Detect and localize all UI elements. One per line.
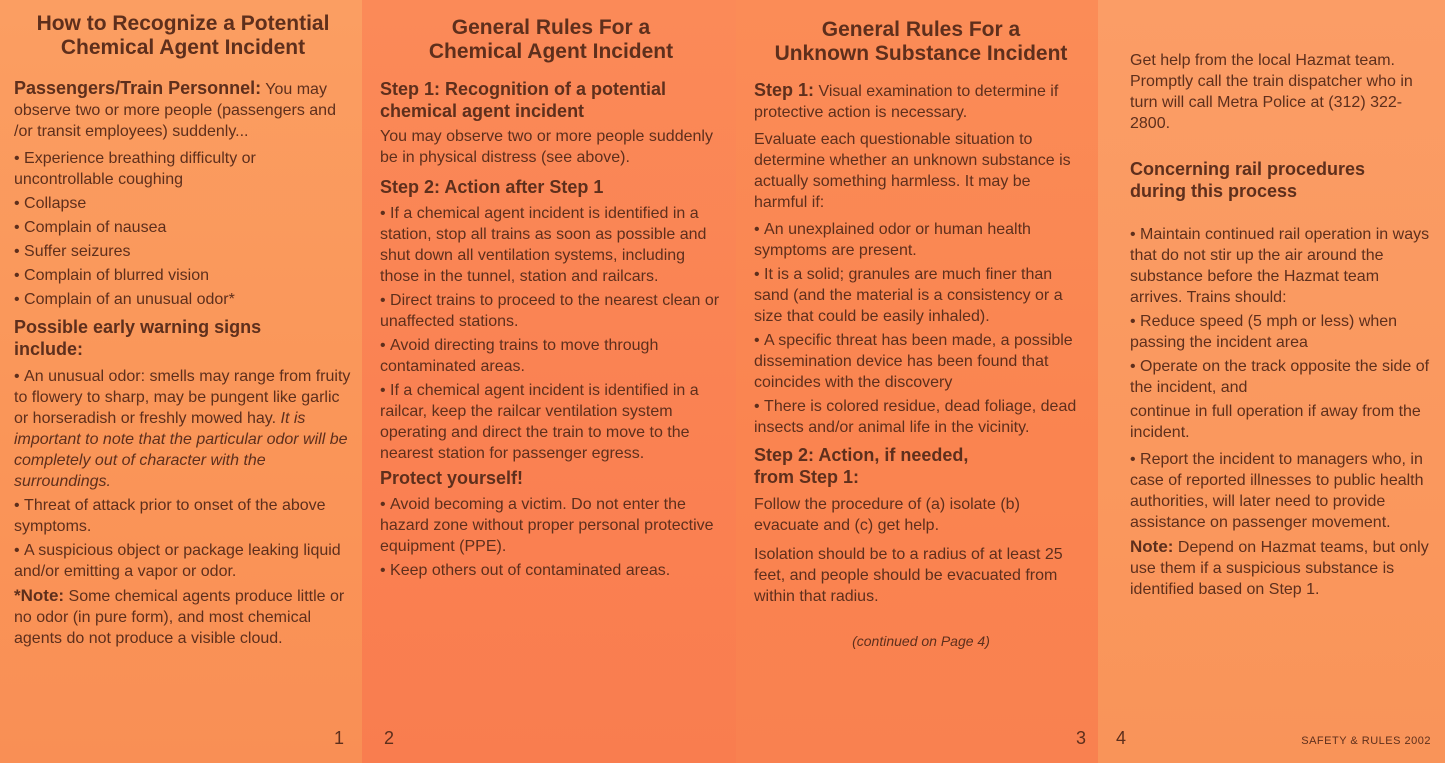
list-item: • A specific threat has been made, a possible dissemination device has been found that coincides with the discovery xyxy=(754,330,1088,393)
panel-3-title-line-1: General Rules For a xyxy=(821,18,1021,41)
list-item: • If a chemical agent incident is identified in a station, stop all trains as soon as possible and shut down all ventilation systems, including those in the tunnel, station and railcars. xyxy=(380,203,722,287)
step-1-heading xyxy=(380,78,722,122)
note-label: Note: xyxy=(1130,537,1174,556)
footer-label: SAFETY & RULES 2002 xyxy=(1301,735,1431,747)
step-2-heading: Step 2: Action after Step 1 xyxy=(380,177,604,197)
panel-3-title xyxy=(754,18,1088,66)
panel-1 xyxy=(0,0,362,763)
report-list xyxy=(1130,449,1435,533)
step-2-heading-line-2: from Step 1: xyxy=(754,467,860,487)
list-item: • Avoid becoming a victim. Do not enter the hazard zone without proper personal protective equipment (PPE). xyxy=(380,494,722,557)
chemical-note xyxy=(14,585,352,649)
list-item: • Collapse xyxy=(14,193,352,214)
list-item: • Complain of nausea xyxy=(14,217,352,238)
list-item: • Suffer seizures xyxy=(14,241,352,262)
procedure-text: Follow the procedure of (a) isolate (b) evacuate and (c) get help. xyxy=(754,496,1020,534)
passengers-label: Passengers/Train Personnel: xyxy=(14,78,262,98)
harmful-list xyxy=(754,219,1088,438)
step-2-heading-line-1: Step 2: Action, if needed, xyxy=(754,445,969,465)
list-item: • Keep others out of contaminated areas. xyxy=(380,560,722,581)
odor-italic-text: It is important to note that the particular odor will be completely out of character with the surroundings. xyxy=(14,410,348,490)
list-item: • Operate on the track opposite the side of the incident, and xyxy=(1130,356,1435,398)
symptom-list xyxy=(14,148,352,310)
step-1-heading-line-1: Step 1: Recognition of a potential xyxy=(380,79,667,99)
evaluate-text: Evaluate each questionable situation to determine whether an unknown substance is actually something harmless. It may be harmful if: xyxy=(754,131,1071,211)
panel-1-title-line-2: Chemical Agent Incident xyxy=(60,36,306,59)
hazmat-note xyxy=(1130,536,1435,600)
warning-signs-heading xyxy=(14,316,352,360)
step-1-paragraph xyxy=(754,80,1088,123)
page-number: 3 xyxy=(1075,728,1086,748)
list-item: • Avoid directing trains to move through contaminated areas. xyxy=(380,335,722,377)
continue-operation-text: continue in full operation if away from the incident. xyxy=(1130,403,1421,441)
step-2-list xyxy=(380,203,722,464)
rail-procedures-heading-line-1: Concerning rail procedures xyxy=(1130,159,1366,179)
note-label: *Note: xyxy=(14,586,65,605)
panel-1-title-line-1: How to Recognize a Potential xyxy=(36,12,330,35)
protect-list xyxy=(380,494,722,581)
warning-list xyxy=(14,366,352,582)
list-item: • Complain of blurred vision xyxy=(14,265,352,286)
hazmat-help-text: Get help from the local Hazmat team. Promptly call the train dispatcher who in turn will call Metra Police at (312) 322-2800. xyxy=(1130,52,1413,132)
list-item: • Threat of attack prior to onset of the above symptoms. xyxy=(14,495,352,537)
note-text: Depend on Hazmat teams, but only use them if a suspicious substance is identified based on Step 1. xyxy=(1130,539,1429,598)
list-item: • Report the incident to managers who, in case of reported illnesses to public health authorities, will later need to provide assistance on passenger movement. xyxy=(1130,449,1435,533)
list-item: • There is colored residue, dead foliage, dead insects and/or animal life in the vicinity. xyxy=(754,396,1088,438)
page-number: 1 xyxy=(333,728,344,748)
panel-2-title-line-2: Chemical Agent Incident xyxy=(428,40,674,63)
list-item: • Direct trains to proceed to the nearest clean or unaffected stations. xyxy=(380,290,722,332)
rail-list xyxy=(1130,224,1435,398)
odor-text: An unusual odor: smells may range from fruity to flowery to sharp, may be pungent like garlic or horseradish or freshly mowed hay. xyxy=(14,368,351,427)
list-item: • Complain of an unusual odor* xyxy=(14,289,352,310)
list-item: • Reduce speed (5 mph or less) when passing the incident area xyxy=(1130,311,1435,353)
list-item xyxy=(14,366,352,492)
panel-2 xyxy=(362,0,736,763)
isolation-text: Isolation should be to a radius of at least 25 feet, and people should be evacuated from within that radius. xyxy=(754,546,1063,605)
note-text: Some chemical agents produce little or no odor (in pure form), and most chemical agents do not produce a visible cloud. xyxy=(14,588,345,647)
list-item: • Maintain continued rail operation in ways that do not stir up the air around the substance before the Hazmat team arrives. Trains should: xyxy=(1130,224,1435,308)
rail-procedures-heading-line-2: during this process xyxy=(1130,181,1298,201)
page-number: 2 xyxy=(384,728,395,748)
page-number: 4 xyxy=(1116,728,1127,748)
step-1-label: Step 1: xyxy=(754,80,815,100)
step-2-heading xyxy=(754,444,1088,488)
warning-signs-heading-line-2: include: xyxy=(14,339,84,359)
list-item: • An unexplained odor or human health symptoms are present. xyxy=(754,219,1088,261)
panel-3 xyxy=(736,0,1098,763)
step-1-text: Visual examination to determine if protective action is necessary. xyxy=(754,83,1059,121)
rail-procedures-heading xyxy=(1130,158,1435,202)
list-item: • Experience breathing difficulty or uncontrollable coughing xyxy=(14,148,352,190)
panel-4 xyxy=(1098,0,1445,763)
panel-2-title xyxy=(380,16,722,64)
list-item: • If a chemical agent incident is identified in a railcar, keep the railcar ventilation system operating and direct the train to move to the nearest station for passenger egress. xyxy=(380,380,722,464)
panel-3-title-line-2: Unknown Substance Incident xyxy=(774,42,1068,65)
continued-note: (continued on Page 4) xyxy=(852,633,990,649)
list-item: • It is a solid; granules are much finer than sand (and the material is a consistency or a size that could be easily inhaled). xyxy=(754,264,1088,327)
protect-yourself-heading: Protect yourself! xyxy=(380,468,524,488)
list-item: • A suspicious object or package leaking liquid and/or emitting a vapor or odor. xyxy=(14,540,352,582)
step-1-text: You may observe two or more people suddenly be in physical distress (see above). xyxy=(380,128,713,166)
warning-signs-heading-line-1: Possible early warning signs xyxy=(14,317,262,337)
panel-2-title-line-1: General Rules For a xyxy=(451,16,651,39)
panel-1-title xyxy=(14,12,352,60)
step-1-heading-line-2: chemical agent incident xyxy=(380,101,585,121)
passengers-intro xyxy=(14,78,352,142)
passengers-text: You may observe two or more people (passengers and /or transit employees) suddenly... xyxy=(14,81,336,140)
